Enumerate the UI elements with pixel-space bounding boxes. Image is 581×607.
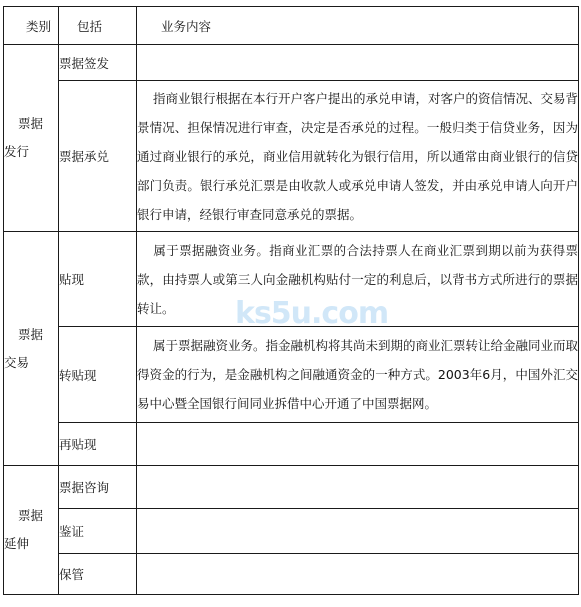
- category-line2: 延伸: [4, 536, 30, 551]
- table-row: [4, 81, 579, 232]
- category-line1: 票据: [18, 508, 44, 523]
- table-header-row: [4, 7, 579, 45]
- content-cell: [137, 81, 579, 232]
- item-cell: 转贴现: [59, 327, 137, 423]
- table-row: [4, 45, 579, 81]
- table-row: [4, 423, 579, 466]
- item-cell: 保管: [59, 554, 137, 595]
- content-text: 属于票据融资业务。指商业汇票的合法持票人在商业汇票到期以前为获得票款，由持票人或第三人向金融机构贴付一定的利息后，以背书方式所进行的票据转让。: [137, 242, 578, 316]
- item-cell: 再贴现: [59, 423, 137, 466]
- header-category: 类别: [4, 7, 59, 45]
- item-cell: 鉴证: [59, 509, 137, 554]
- item-cell: 票据咨询: [59, 466, 137, 509]
- table-row: [4, 554, 579, 595]
- item-cell: 票据承兑: [59, 81, 137, 232]
- category-issuance: [4, 45, 59, 232]
- watermark-logo: ks5u.com: [235, 296, 389, 331]
- table-row: [4, 509, 579, 554]
- category-line2: 发行: [4, 144, 30, 159]
- content-cell: [137, 554, 579, 595]
- item-cell: 贴现: [59, 232, 137, 327]
- category-line1: 票据: [18, 326, 44, 342]
- item-cell: 票据签发: [59, 45, 137, 81]
- header-content: 业务内容: [137, 7, 579, 45]
- content-cell: [137, 327, 579, 423]
- table-row: [4, 466, 579, 509]
- content-cell: [137, 466, 579, 509]
- category-trading: [4, 232, 59, 466]
- category-extension: [4, 466, 59, 595]
- content-cell: [137, 45, 579, 81]
- category-line2: 交易: [4, 354, 30, 370]
- content-text: 指商业银行根据在本行开户客户提出的承兑申请，对客户的资信情况、交易背景情况、担保情况进行审查，决定是否承兑的过程。一般归类于信贷业务，因为通过商业银行的承兑，商业信用就转化为银行信用，所以通常由商业银行的信贷部门负责。银行承兑汇票是由收款人或承兑申请人签发，并由承兑申请人向开户银行申请，经银行审查同意承兑的票据。: [137, 90, 579, 222]
- header-includes: 包括: [59, 7, 137, 45]
- content-cell: [137, 423, 579, 466]
- category-line1: 票据: [18, 116, 44, 131]
- content-cell: [137, 509, 579, 554]
- content-text: 属于票据融资业务。指金融机构将其尚未到期的商业汇票转让给金融同业而取得资金的行为，是金融机构之间融通资金的一种方式。2003年6月，中国外汇交易中心暨全国银行间同业拆借中心开通了中国票据网。: [137, 338, 579, 411]
- table-row: [4, 327, 579, 423]
